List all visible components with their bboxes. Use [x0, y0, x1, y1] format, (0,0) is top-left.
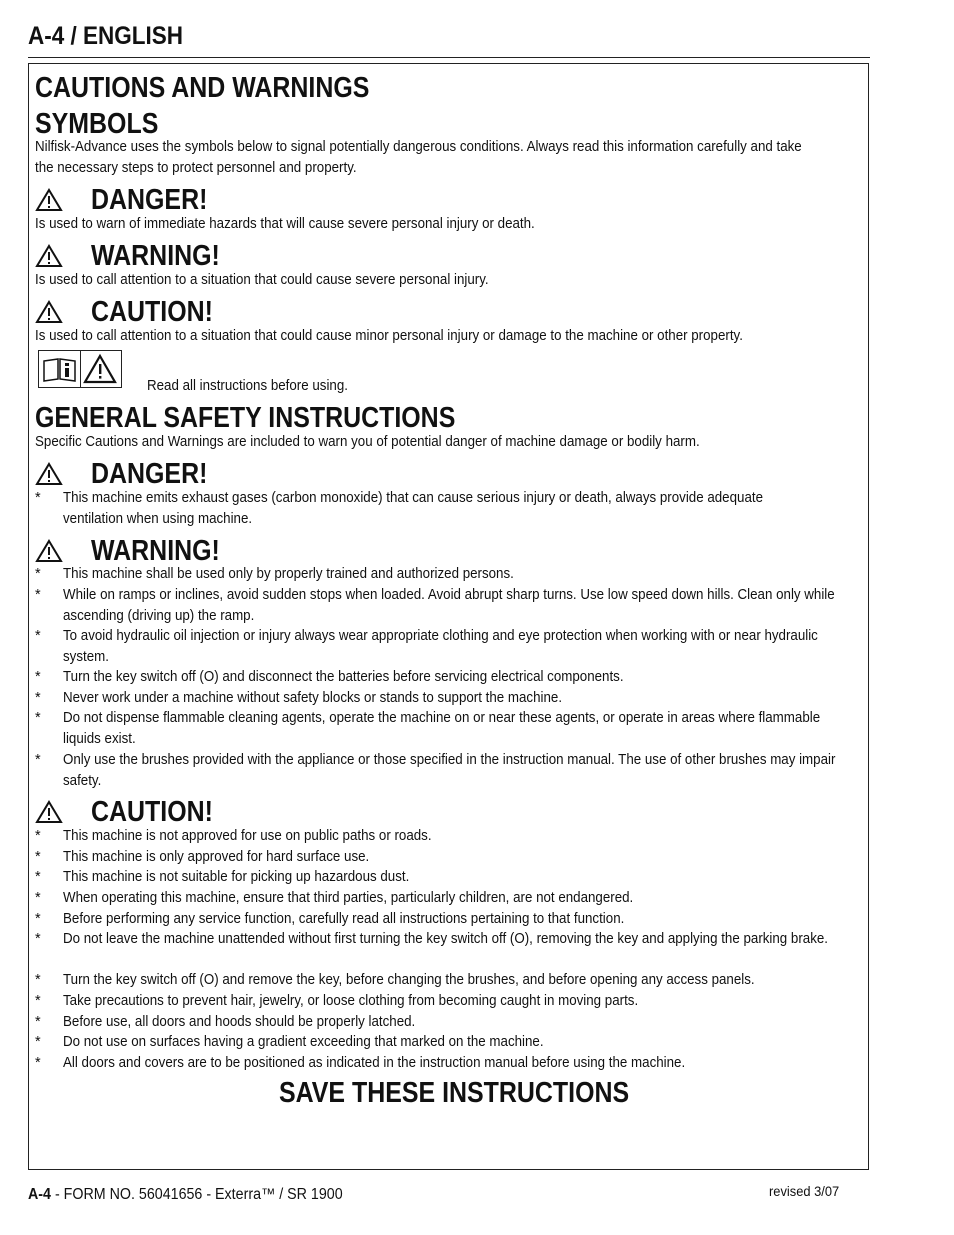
bullet-marker: * — [35, 869, 41, 885]
header-rule — [28, 57, 870, 58]
bullet-marker: * — [35, 669, 41, 685]
bullet-marker: * — [35, 587, 41, 603]
caution-item-text: All doors and covers are to be positioned as indicated in the instruction manual before using the machine. — [63, 1055, 686, 1071]
symbols-intro-line2: the necessary steps to protect personnel and property. — [35, 160, 357, 176]
section-title: CAUTIONS AND WARNINGS — [35, 72, 370, 104]
warning-triangle-icon — [35, 539, 63, 563]
caution-item-text: Take precautions to prevent hair, jewelry, or loose clothing from becoming caught in moving parts. — [63, 993, 639, 1009]
general-caution-title: CAUTION! — [91, 796, 213, 828]
warning-item-text: Do not dispense flammable cleaning agents, operate the machine on or near these agents, or operate in areas where flammable liquids exist. — [63, 710, 821, 747]
bullet-marker: * — [35, 710, 41, 726]
bullet-marker: * — [35, 1034, 41, 1050]
warning-item-text: Never work under a machine without safety blocks or stands to support the machine. — [63, 690, 563, 706]
caution-item-text: Do not use on surfaces having a gradient exceeding that marked on the machine. — [63, 1034, 544, 1050]
caution-description: Is used to call attention to a situation that could cause minor personal injury or damage to the machine or other property. — [35, 328, 743, 344]
warning-item-text: This machine shall be used only by properly trained and authorized persons. — [63, 566, 514, 582]
bullet-marker: * — [35, 1055, 41, 1071]
bullet-marker: * — [35, 1014, 41, 1030]
general-safety-title: GENERAL SAFETY INSTRUCTIONS — [35, 402, 456, 434]
warning-item-text: While on ramps or inclines, avoid sudden stops when loaded. Avoid abrupt sharp turns. Use low speed down hills. Clean only while ascending (driving up) the ramp. — [63, 587, 835, 624]
bullet-marker: * — [35, 690, 41, 706]
warning-triangle-icon — [80, 351, 121, 387]
footer-form-info — [28, 1186, 343, 1204]
bullet-marker: * — [35, 890, 41, 906]
caution-item-text: This machine is only approved for hard surface use. — [63, 849, 370, 865]
caution-item-text: Before performing any service function, carefully read all instructions pertaining to that function. — [63, 911, 625, 927]
bullet-marker: * — [35, 828, 41, 844]
warning-triangle-icon — [35, 462, 63, 486]
danger-title: DANGER! — [91, 184, 208, 216]
bullet-marker: * — [35, 931, 41, 947]
read-manual-symbol — [38, 350, 122, 388]
warning-description: Is used to call attention to a situation that could cause severe personal injury. — [35, 272, 489, 288]
footer-form-number: - FORM NO. 56041656 - Exterra™ / SR 1900 — [50, 1186, 343, 1203]
warning-item-text: Turn the key switch off (O) and disconnect the batteries before servicing electrical components. — [63, 669, 624, 685]
bullet-marker: * — [35, 490, 41, 506]
bullet-marker: * — [35, 911, 41, 927]
warning-triangle-icon — [35, 244, 63, 268]
danger-description: Is used to warn of immediate hazards that will cause severe personal injury or death. — [35, 216, 535, 232]
bullet-marker: * — [35, 972, 41, 988]
bullet-marker: * — [35, 566, 41, 582]
general-warning-title: WARNING! — [91, 535, 220, 567]
caution-item-text: Turn the key switch off (O) and remove the key, before changing the brushes, and before opening any access panels. — [63, 972, 755, 988]
warning-triangle-icon — [35, 300, 63, 324]
caution-item-text: Do not leave the machine unattended without first turning the key switch off (O), removing the key and applying the parking brake. — [63, 931, 829, 947]
caution-item-text: Before use, all doors and hoods should be properly latched. — [63, 1014, 416, 1030]
warning-triangle-icon — [35, 188, 63, 212]
symbols-subtitle: SYMBOLS — [35, 108, 159, 140]
read-instructions-text: Read all instructions before using. — [147, 378, 348, 394]
warning-triangle-icon — [35, 800, 63, 824]
general-danger-title: DANGER! — [91, 458, 208, 490]
warning-title: WARNING! — [91, 240, 220, 272]
manual-book-icon — [39, 351, 81, 387]
bullet-marker: * — [35, 628, 41, 644]
save-instructions: SAVE THESE INSTRUCTIONS — [279, 1077, 630, 1109]
bullet-marker: * — [35, 752, 41, 768]
bullet-marker: * — [35, 849, 41, 865]
footer-revised: revised 3/07 — [769, 1183, 840, 1199]
warning-item-text: To avoid hydraulic oil injection or injury always wear appropriate clothing and eye protection when working with or near hydraulic system. — [63, 628, 818, 665]
caution-item-text: When operating this machine, ensure that third parties, particularly children, are not endangered. — [63, 890, 634, 906]
general-safety-intro: Specific Cautions and Warnings are included to warn you of potential danger of machine damage or bodily harm. — [35, 434, 700, 450]
symbols-intro-line1: Nilfisk-Advance uses the symbols below to signal potentially dangerous conditions. Always read this information carefully and take — [35, 139, 802, 155]
footer-page-number: A-4 — [28, 1186, 51, 1203]
caution-item-text: This machine is not suitable for picking up hazardous dust. — [63, 869, 410, 885]
page-header: A-4 / ENGLISH — [28, 22, 184, 50]
danger-item-text: This machine emits exhaust gases (carbon monoxide) that can cause serious injury or death, always provide adequate ventilation when using machine. — [63, 490, 763, 527]
bullet-marker: * — [35, 993, 41, 1009]
caution-title: CAUTION! — [91, 296, 213, 328]
warning-item-text: Only use the brushes provided with the appliance or those specified in the instruction manual. The use of other brushes may impair safety. — [63, 752, 836, 789]
caution-item-text: This machine is not approved for use on public paths or roads. — [63, 828, 432, 844]
